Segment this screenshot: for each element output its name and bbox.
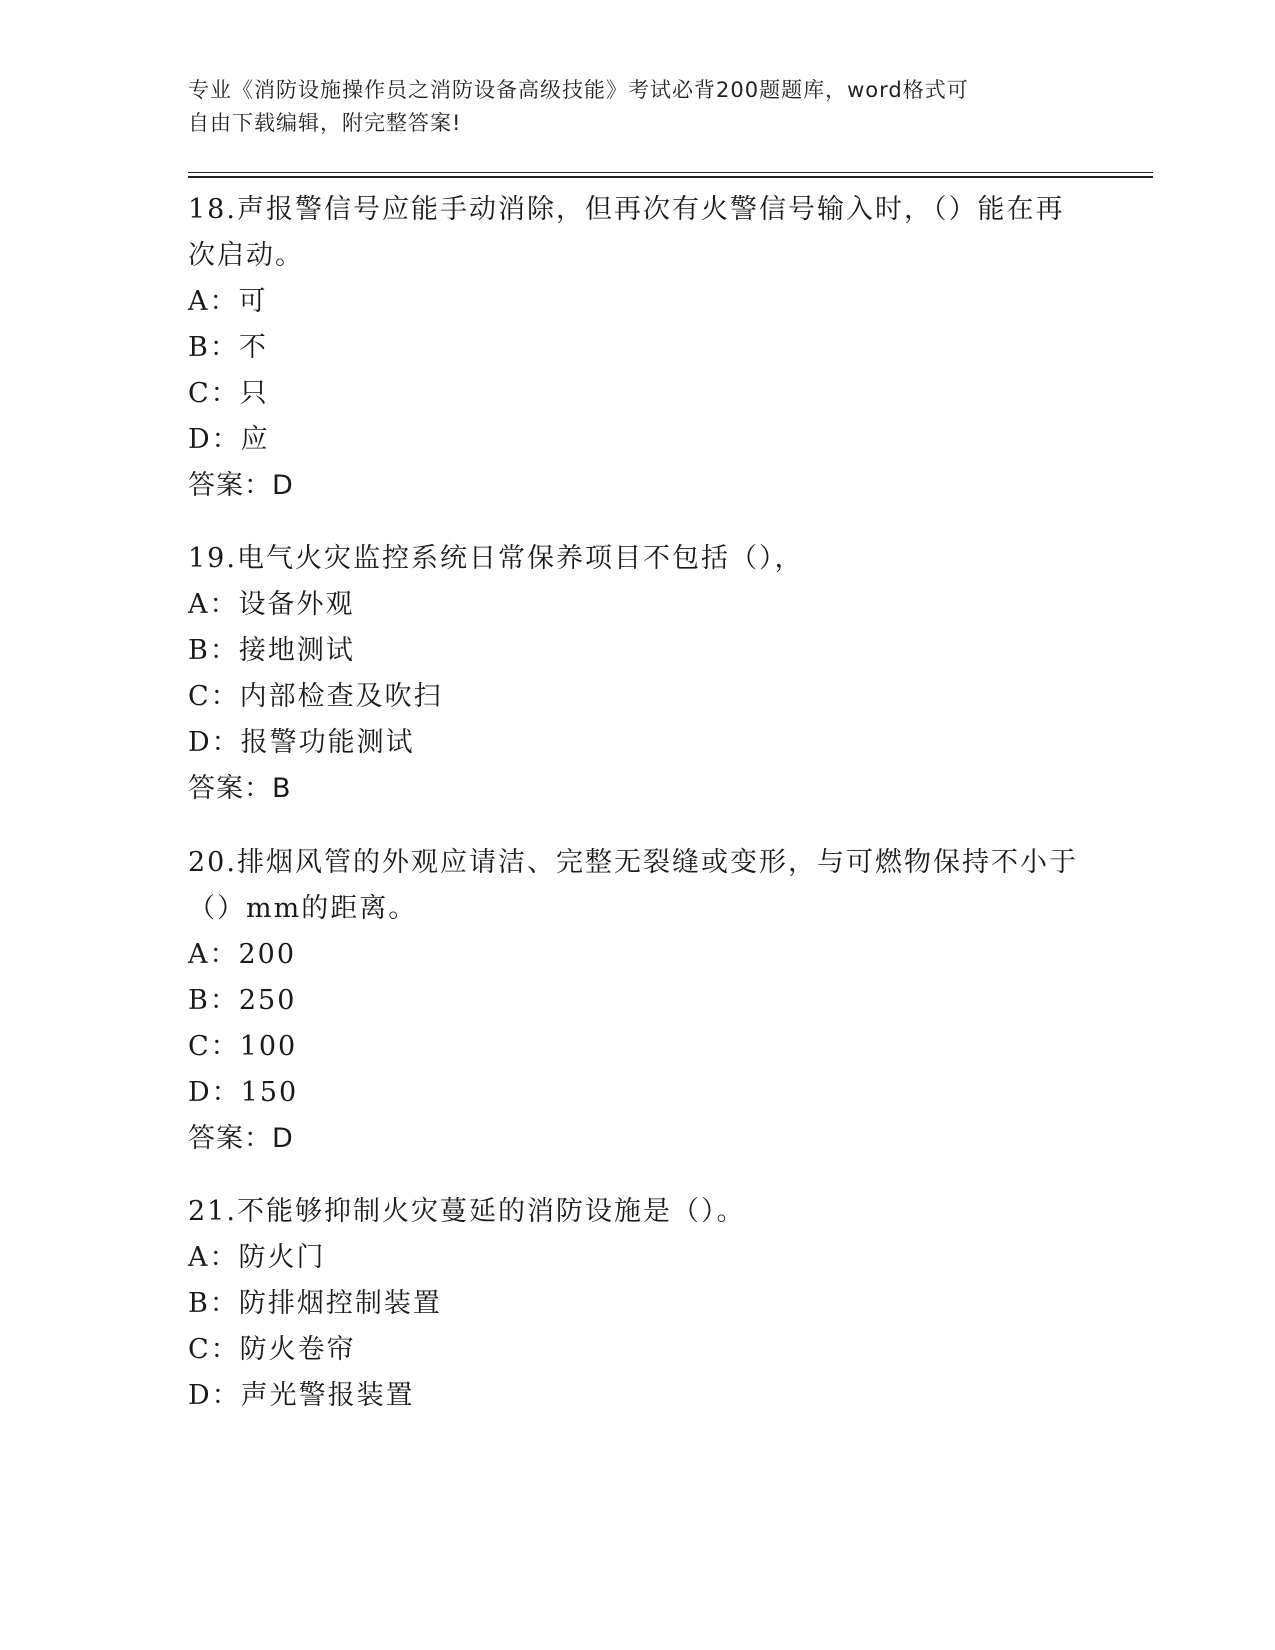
option-c: C：内部检查及吹扫: [188, 681, 443, 712]
option-d: D：150: [188, 1077, 299, 1108]
header-divider-top: [188, 172, 1153, 173]
answer: 答案：D: [188, 470, 294, 501]
answer: 答案：B: [188, 773, 292, 804]
option-c: C：只: [188, 378, 269, 409]
question-stem-continued: 次启动。: [188, 240, 304, 271]
question-18: [188, 187, 1088, 509]
option-b: B：250: [188, 985, 297, 1016]
option-c: C：100: [188, 1031, 298, 1062]
option-a: A：200: [188, 939, 297, 970]
header-divider-bottom: [188, 176, 1153, 178]
option-d: D：应: [188, 424, 270, 455]
option-b: B：不: [188, 332, 268, 363]
option-b: B：接地测试: [188, 635, 355, 666]
header-line-2: 自由下载编辑，附完整答案!: [188, 111, 462, 135]
header-line-1: 专业《消防设施操作员之消防设备高级技能》考试必背200题题库，word格式可: [188, 78, 969, 102]
question-stem: 18.声报警信号应能手动消除，但再次有火警信号输入时，（）能在再: [188, 194, 1065, 225]
question-stem: 20.排烟风管的外观应请洁、完整无裂缝或变形，与可燃物保持不小于: [188, 847, 1078, 878]
option-a: A：设备外观: [188, 589, 355, 620]
question-stem: 21.不能够抑制火灾蔓延的消防设施是（）。: [188, 1196, 746, 1227]
option-a: A：可: [188, 286, 268, 317]
question-20: [188, 840, 1088, 1162]
question-21: [188, 1189, 1088, 1419]
answer: 答案：D: [188, 1123, 294, 1154]
document-header: [188, 74, 1068, 140]
option-a: A：防火门: [188, 1242, 326, 1273]
option-b: B：防排烟控制装置: [188, 1288, 442, 1319]
option-d: D：声光警报装置: [188, 1380, 415, 1411]
option-d: D：报警功能测试: [188, 727, 415, 758]
question-stem-continued: （）mm的距离。: [188, 893, 418, 924]
question-stem: 19.电气火灾监控系统日常保养项目不包括（），: [188, 543, 804, 574]
question-19: [188, 536, 1088, 812]
option-c: C：防火卷帘: [188, 1334, 356, 1365]
